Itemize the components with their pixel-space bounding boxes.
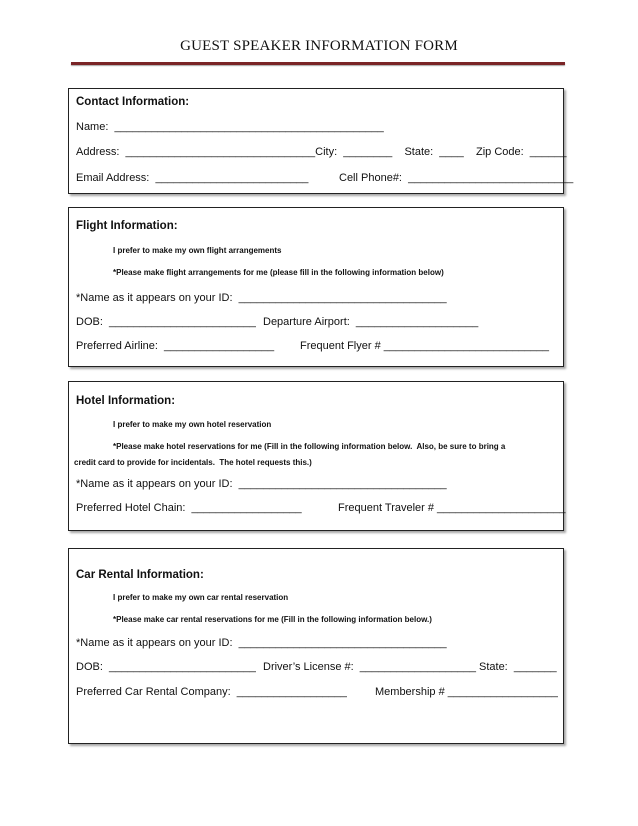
flight-section bbox=[68, 207, 564, 367]
drivers-license-field[interactable]: Driver’s License #: ___________________ bbox=[263, 661, 477, 673]
hotel-reserve-option[interactable]: *Please make hotel reservations for me (Fill in the following information below. Also, be sure to bring a bbox=[113, 442, 506, 451]
contact-header: Contact Information: bbox=[76, 96, 190, 108]
hotel-chain-field[interactable]: Preferred Hotel Chain: __________________ bbox=[76, 502, 302, 514]
hotel-reserve-note: credit card to provide for incidentals. The hotel requests this.) bbox=[74, 458, 312, 467]
flight-dob-field[interactable]: DOB: ________________________ bbox=[76, 316, 256, 328]
car-reserve-option[interactable]: *Please make car rental reservations for me (Fill in the following information below.) bbox=[113, 615, 432, 624]
frequent-flyer-field[interactable]: Frequent Flyer # ___________________________ bbox=[300, 340, 549, 352]
contact-section bbox=[68, 88, 574, 194]
car-name-id-field[interactable]: *Name as it appears on your ID: __________________________________ bbox=[76, 637, 447, 649]
flight-arrange-option[interactable]: *Please make flight arrangements for me (please fill in the following information below) bbox=[113, 268, 444, 277]
name-field[interactable]: Name: ____________________________________________ bbox=[76, 121, 384, 133]
frequent-traveler-field[interactable]: Frequent Traveler # _____________________ bbox=[338, 502, 566, 514]
car-header: Car Rental Information: bbox=[76, 569, 204, 581]
cell-phone-field[interactable]: Cell Phone#: ___________________________ bbox=[339, 172, 574, 184]
preferred-airline-field[interactable]: Preferred Airline: __________________ bbox=[76, 340, 275, 352]
title-divider bbox=[71, 62, 565, 65]
address-field[interactable]: Address: _______________________________City: ________ State: ____ Zip Code: ______ bbox=[76, 146, 567, 158]
car-rental-section bbox=[68, 548, 564, 744]
departure-airport-field[interactable]: Departure Airport: ____________________ bbox=[263, 316, 479, 328]
flight-header: Flight Information: bbox=[76, 220, 178, 232]
hotel-name-id-field[interactable]: *Name as it appears on your ID: __________________________________ bbox=[76, 478, 447, 490]
email-field[interactable]: Email Address: _________________________ bbox=[76, 172, 309, 184]
hotel-header: Hotel Information: bbox=[76, 395, 176, 407]
license-state-field[interactable]: State: _______ bbox=[479, 661, 557, 673]
hotel-section bbox=[68, 381, 564, 531]
hotel-own-option[interactable]: I prefer to make my own hotel reservation bbox=[113, 420, 272, 429]
form-title: GUEST SPEAKER INFORMATION FORM bbox=[180, 38, 458, 54]
car-own-option[interactable]: I prefer to make my own car rental reservation bbox=[113, 593, 289, 602]
flight-name-id-field[interactable]: *Name as it appears on your ID: __________________________________ bbox=[76, 292, 447, 304]
car-dob-field[interactable]: DOB: ________________________ bbox=[76, 661, 256, 673]
car-company-field[interactable]: Preferred Car Rental Company: __________________ bbox=[76, 686, 347, 698]
flight-own-option[interactable]: I prefer to make my own flight arrangements bbox=[113, 246, 282, 255]
membership-field[interactable]: Membership # __________________ bbox=[375, 686, 558, 698]
